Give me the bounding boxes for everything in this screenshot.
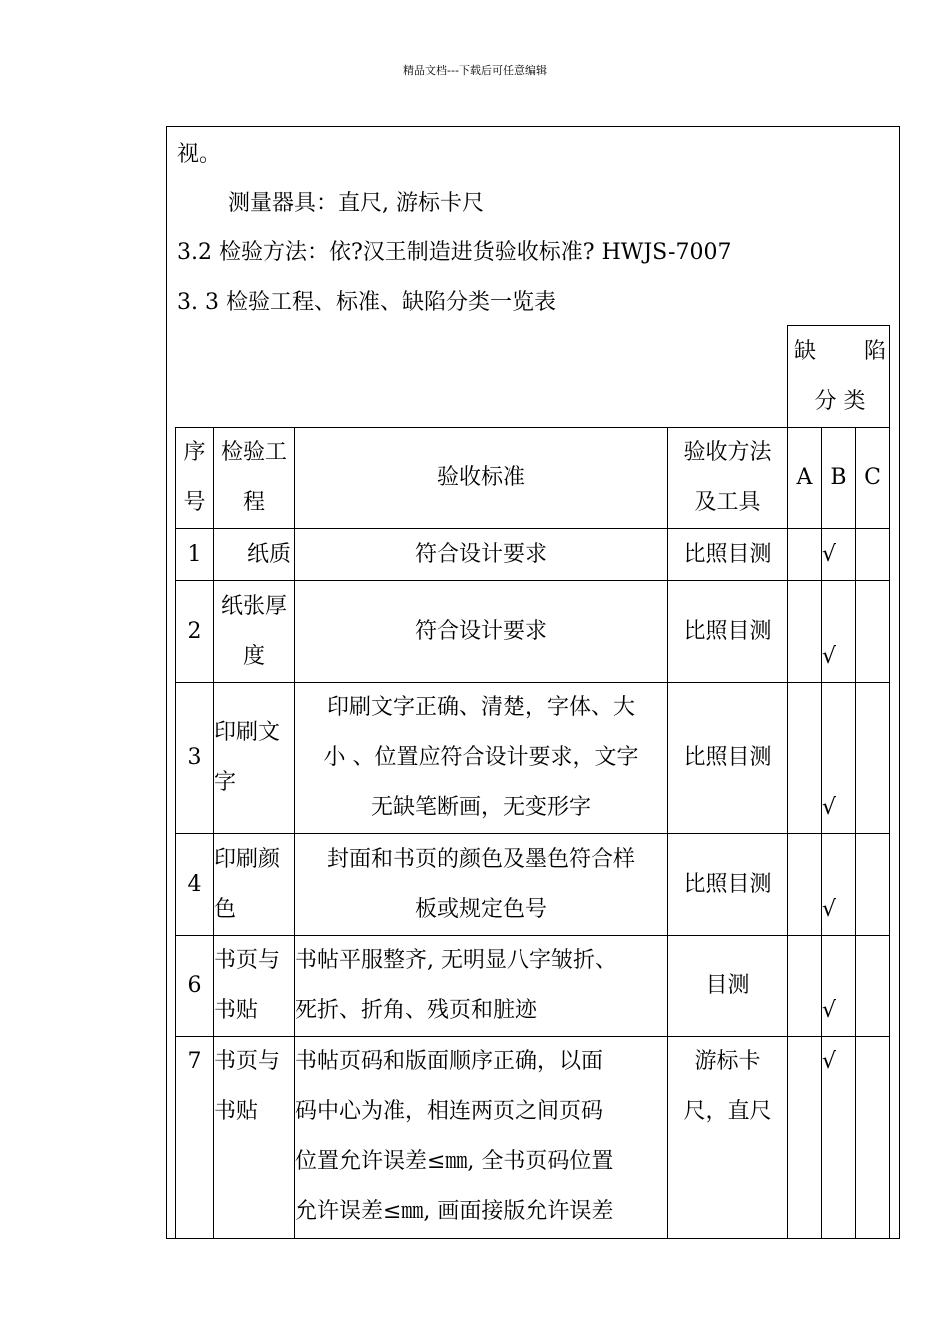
header-b: B <box>822 428 856 529</box>
row-a <box>788 834 822 936</box>
row-b: √ <box>822 1037 856 1239</box>
row-a <box>788 936 822 1037</box>
header-item: 检验工 程 <box>214 428 295 529</box>
row-a <box>788 529 822 581</box>
row-standard: 封面和书页的颜色及墨色符合样 板或规定色号 <box>295 834 668 936</box>
row-item: 印刷颜 色 <box>214 834 295 936</box>
row-standard: 符合设计要求 <box>295 581 668 683</box>
row-c <box>856 834 890 936</box>
row-c <box>856 936 890 1037</box>
row-no: 1 <box>176 529 214 581</box>
row-b: √ <box>822 683 856 834</box>
row-item: 书页与 书贴 <box>214 1037 295 1239</box>
row-a <box>788 1037 822 1239</box>
row-method: 比照目测 <box>668 529 788 581</box>
row-b: √ <box>822 529 856 581</box>
header-method: 验收方法 及工具 <box>668 428 788 529</box>
row-item: 纸质 <box>214 529 295 581</box>
row-standard: 印刷文字正确、清楚，字体、大 小 、位置应符合设计要求，文字 无缺笔断画，无变形字 <box>295 683 668 834</box>
row-item: 纸张厚 度 <box>214 581 295 683</box>
defect-header-char-2: 陷 <box>863 338 886 364</box>
row-standard: 书帖平服整齐, 无明显八字皱折、 死折、折角、残页和脏迹 <box>295 936 668 1037</box>
row-method: 比照目测 <box>668 683 788 834</box>
row-item: 印刷文 字 <box>214 683 295 834</box>
row-method: 比照目测 <box>668 581 788 683</box>
text-line-1: 视。 <box>177 142 222 167</box>
row-no: 2 <box>176 581 214 683</box>
header-c: C <box>856 428 890 529</box>
text-line-4: 3. 3 检验工程、标准、缺陷分类一览表 <box>177 290 556 315</box>
table-row <box>176 529 890 581</box>
row-b: √ <box>822 936 856 1037</box>
row-method: 目测 <box>668 936 788 1037</box>
row-method: 游标卡 尺，直尺 <box>668 1037 788 1239</box>
column-header-row <box>176 428 890 529</box>
row-c <box>856 529 890 581</box>
defect-header-line-2: 分 类 <box>814 388 866 414</box>
row-standard: 符合设计要求 <box>295 529 668 581</box>
row-a <box>788 581 822 683</box>
row-a <box>788 683 822 834</box>
row-no: 6 <box>176 936 214 1037</box>
text-line-2: 测量器具：直尺, 游标卡尺 <box>228 191 484 216</box>
table-row <box>176 683 890 834</box>
row-b: √ <box>822 834 856 936</box>
row-no: 4 <box>176 834 214 936</box>
page-header: 精品文档---下载后可任意编辑 <box>403 64 547 77</box>
row-standard: 书帖页码和版面顺序正确，以面 码中心为准，相连两页之间页码 位置允许误差≤㎜, 全书页码位置 允许误差≤㎜, 画面接版允许误差 <box>295 1037 668 1239</box>
row-no: 7 <box>176 1037 214 1239</box>
row-c <box>856 1037 890 1239</box>
header-a: A <box>788 428 822 529</box>
row-method: 比照目测 <box>668 834 788 936</box>
table-row <box>176 936 890 1037</box>
header-no: 序 号 <box>176 428 214 529</box>
text-line-3: 3.2 检验方法：依?汉王制造进货验收标准? HWJS-7007 <box>177 240 732 265</box>
header-standard: 验收标准 <box>295 428 668 529</box>
table-row <box>176 581 890 683</box>
row-no: 3 <box>176 683 214 834</box>
blank-header-area <box>176 326 788 428</box>
table-row <box>176 1037 890 1239</box>
row-b: √ <box>822 581 856 683</box>
row-c <box>856 581 890 683</box>
table-row <box>176 834 890 936</box>
row-item: 书页与 书贴 <box>214 936 295 1037</box>
row-c <box>856 683 890 834</box>
inspection-table <box>175 325 890 1239</box>
defect-class-header <box>788 326 890 428</box>
defect-header-char-1: 缺 <box>794 338 817 364</box>
